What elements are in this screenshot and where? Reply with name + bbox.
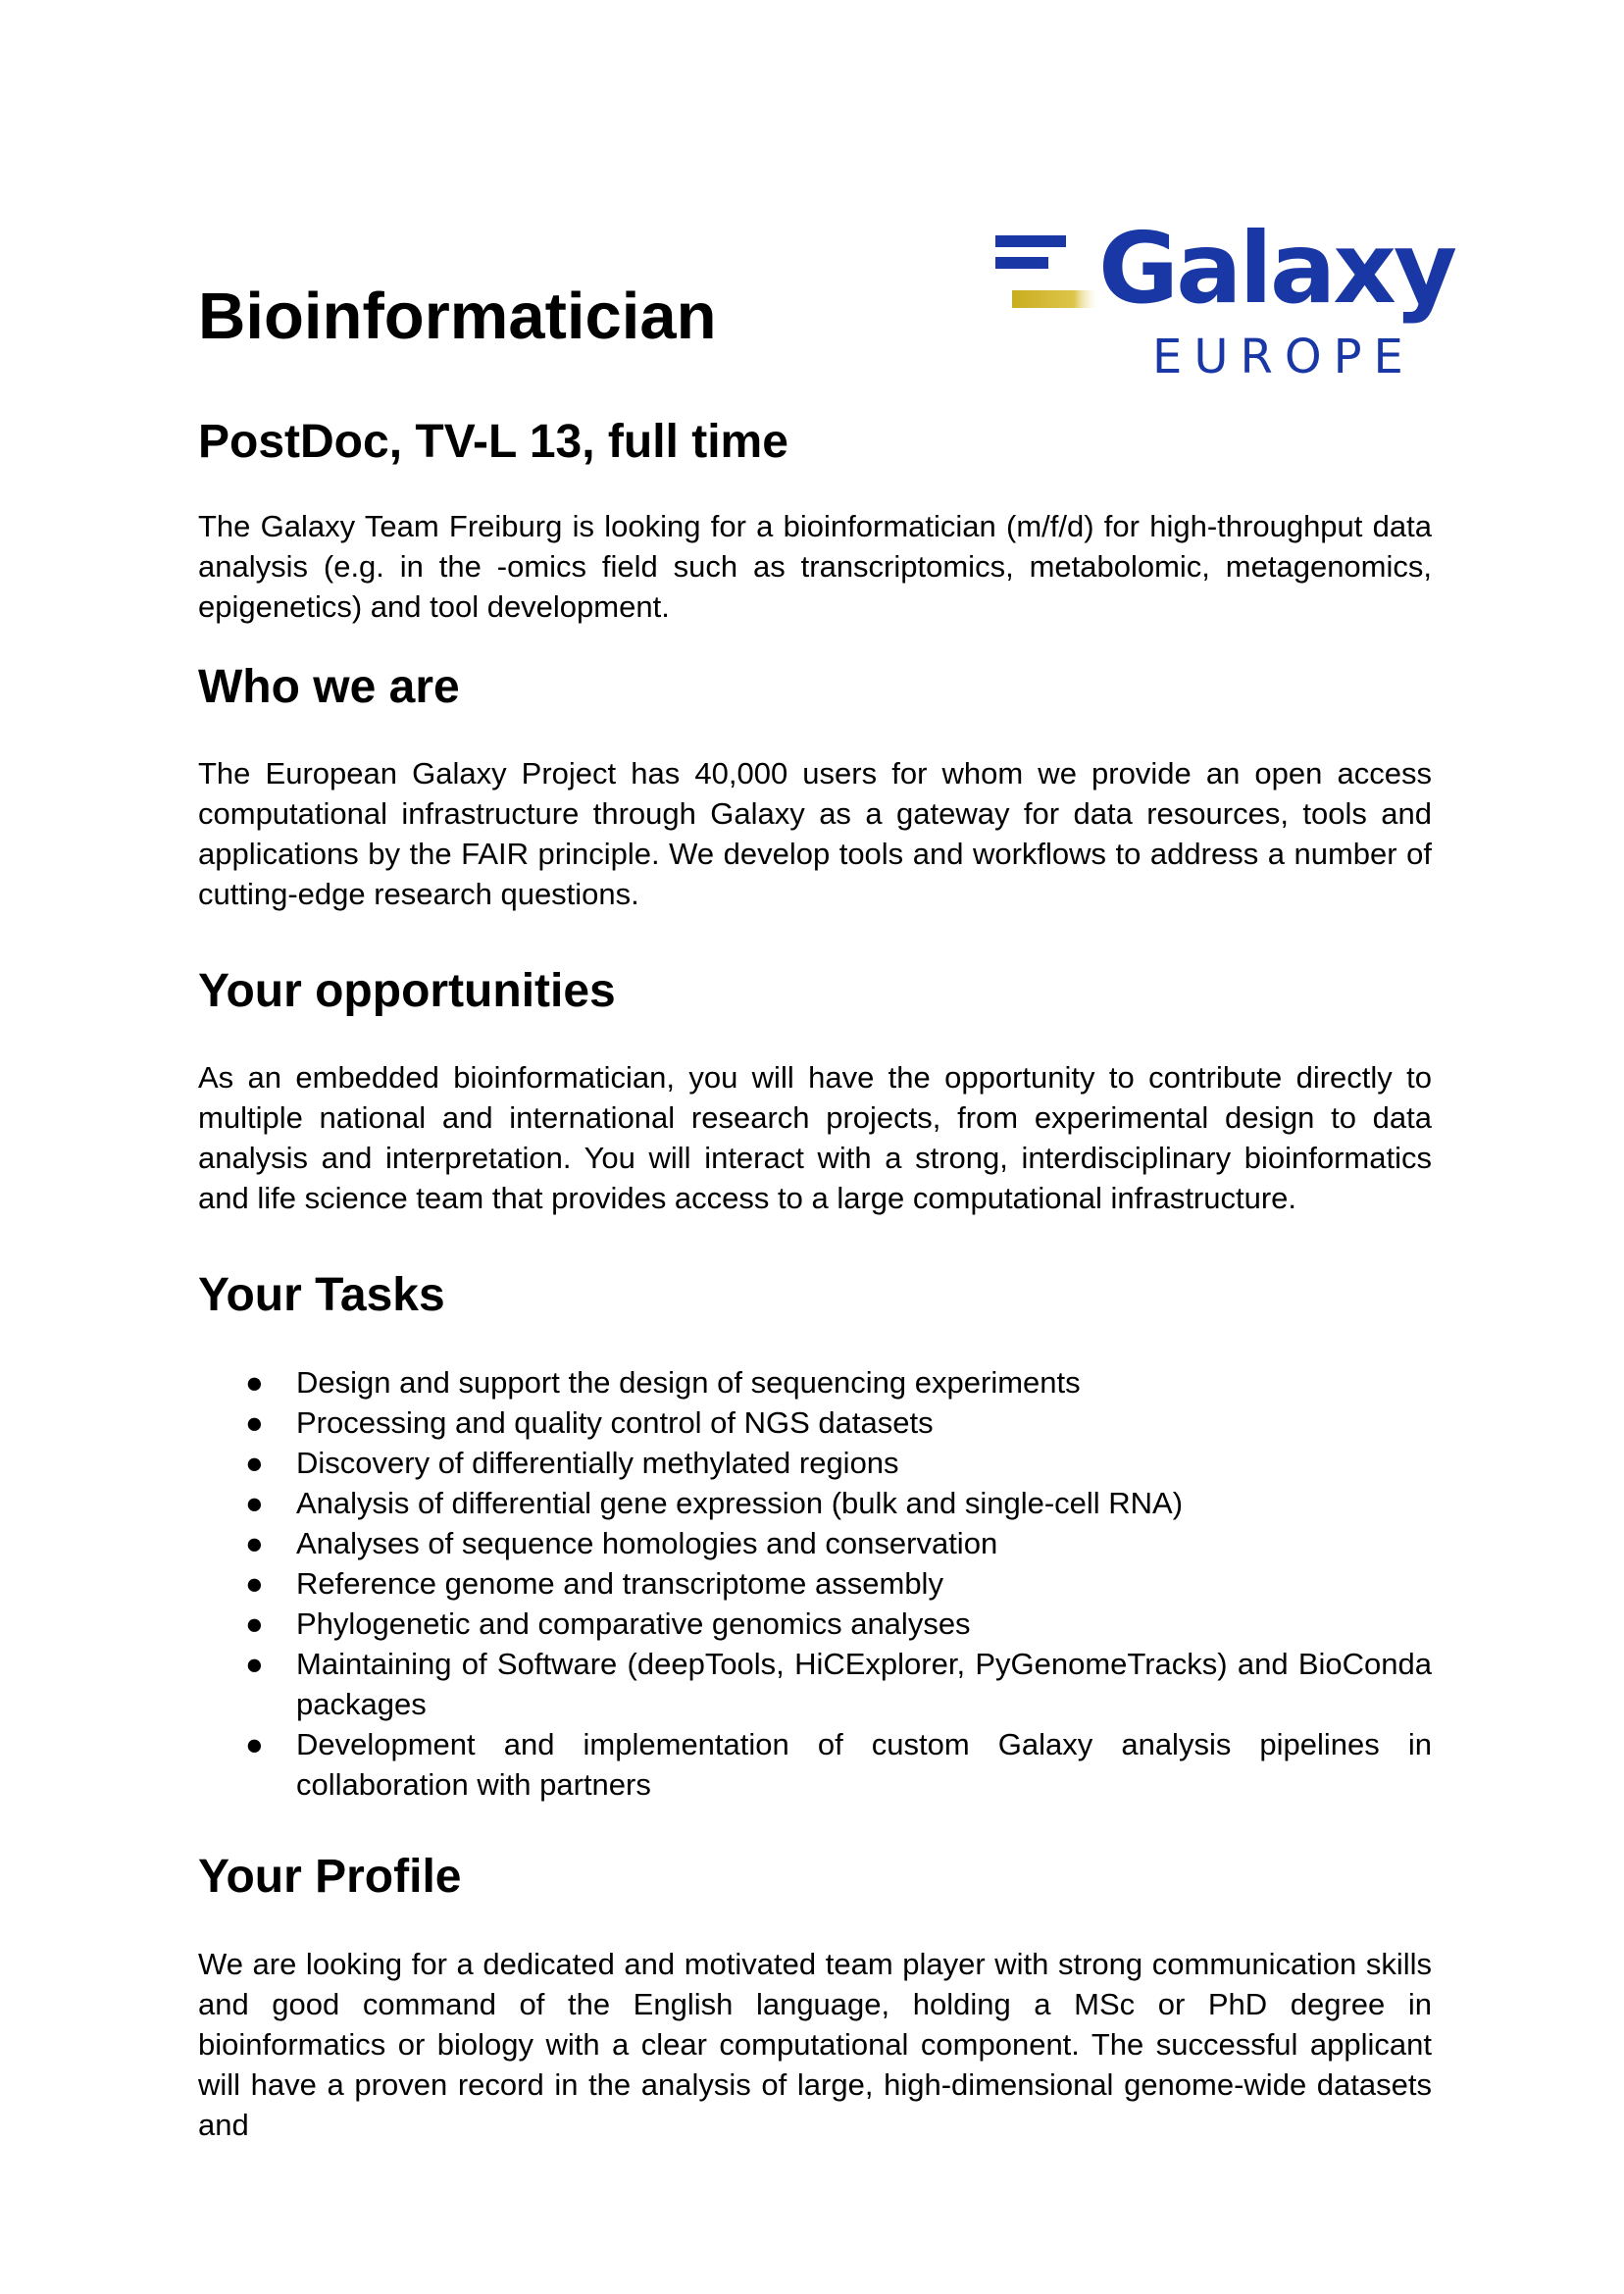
list-item: ● Maintaining of Software (deepTools, HiCExplorer, PyGenomeTracks) and BioConda packages xyxy=(198,1644,1432,1724)
intro-paragraph: The Galaxy Team Freiburg is looking for a bioinformatician (m/f/d) for high-throughput data analysis (e.g. in the -omics field such as transcriptomics, metabolomic, metagenomics, epigenetics) and tool development. xyxy=(198,509,1432,624)
logo-wordmark: Galaxy xyxy=(1098,218,1455,326)
position-subtitle: PostDoc, TV-L 13, full time xyxy=(198,416,788,468)
bullet-icon: ● xyxy=(245,1486,264,1520)
logo-subtitle: EUROPE xyxy=(1152,330,1415,384)
page-title: Bioinformatician xyxy=(198,280,717,353)
bullet-icon: ● xyxy=(245,1606,264,1641)
who-we-are-paragraph: The European Galaxy Project has 40,000 users for whom we provide an open access computational infrastructure through Galaxy as a gateway for data resources, tools and applications by the FAIR principle. We develop tools and workflows to address a number of cutting-edge research questions. xyxy=(198,756,1432,911)
list-item: ● Analysis of differential gene expression (bulk and single-cell RNA) xyxy=(198,1483,1432,1523)
bullet-icon: ● xyxy=(245,1365,264,1400)
bullet-icon: ● xyxy=(245,1566,264,1601)
bullet-icon: ● xyxy=(245,1405,264,1440)
bullet-icon: ● xyxy=(245,1647,264,1681)
opportunities-paragraph: As an embedded bioinformatician, you will have the opportunity to contribute directly to multiple national and international research projects, from experimental design to data analysis and interpretation. You will interact with a strong, interdisciplinary bioinformatics and life science team that provides access to a large computational infrastructure. xyxy=(198,1060,1432,1215)
list-item: ● Phylogenetic and comparative genomics analyses xyxy=(198,1604,1432,1644)
list-item: ● Reference genome and transcriptome assembly xyxy=(198,1563,1432,1604)
galaxy-mark-icon xyxy=(995,235,1100,308)
tasks-heading: Your Tasks xyxy=(198,1269,445,1321)
bullet-icon: ● xyxy=(245,1526,264,1560)
profile-paragraph: We are looking for a dedicated and motivated team player with strong communication skills and good command of the English language, holding a MSc or PhD degree in bioinformatics or biology with a clear computational component. The successful applicant will have a proven record in the analysis of large, high-dimensional genome-wide datasets and xyxy=(198,1947,1432,2142)
opportunities-heading: Your opportunities xyxy=(198,965,616,1017)
list-item: ● Development and implementation of custom Galaxy analysis pipelines in collaboration with partners xyxy=(198,1724,1432,1805)
list-item: ● Processing and quality control of NGS datasets xyxy=(198,1402,1432,1443)
bullet-icon: ● xyxy=(245,1446,264,1480)
list-item: ● Design and support the design of sequencing experiments xyxy=(198,1362,1432,1402)
profile-heading: Your Profile xyxy=(198,1851,462,1903)
list-item: ● Analyses of sequence homologies and conservation xyxy=(198,1523,1432,1563)
list-item: ● Discovery of differentially methylated regions xyxy=(198,1443,1432,1483)
bullet-icon: ● xyxy=(245,1727,264,1761)
tasks-list xyxy=(198,1362,1432,1805)
who-we-are-heading: Who we are xyxy=(198,661,460,713)
galaxy-europe-logo xyxy=(990,218,1481,384)
